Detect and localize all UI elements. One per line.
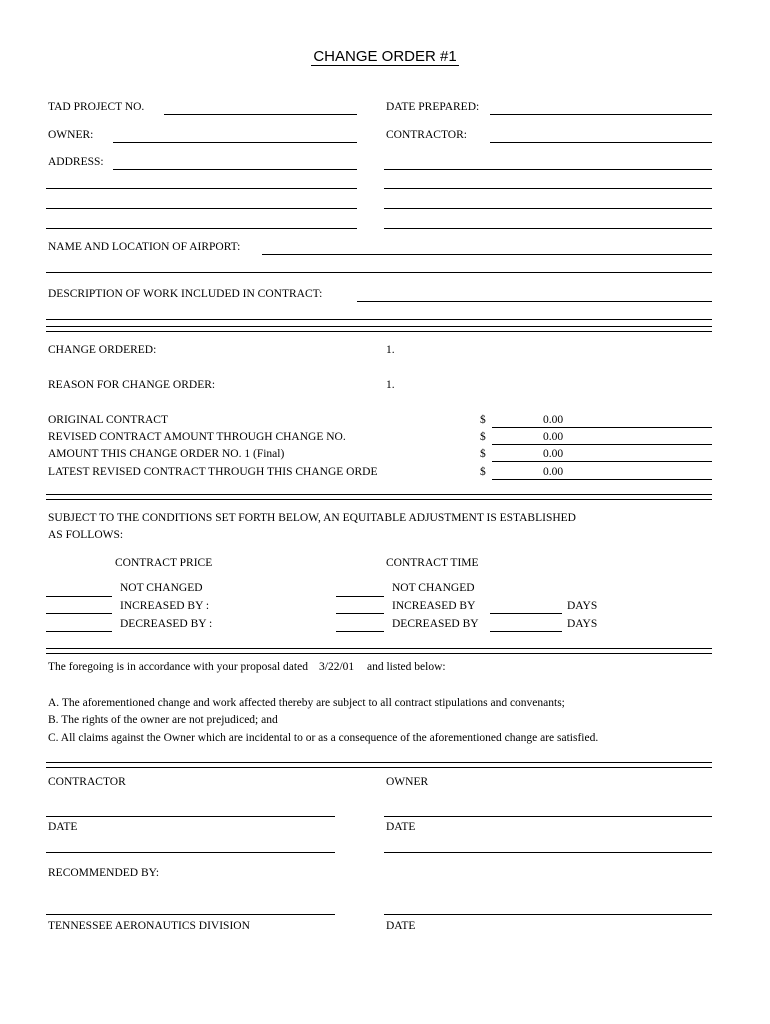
amount-row-label: REVISED CONTRACT AMOUNT THROUGH CHANGE NO.	[48, 431, 346, 443]
address-label: ADDRESS:	[48, 156, 104, 168]
change-ordered-label: CHANGE ORDERED:	[48, 344, 157, 356]
page-title: CHANGE ORDER #1	[313, 48, 457, 65]
contractor-address-line-3[interactable]	[384, 208, 712, 209]
foregoing-suffix: and listed below:	[367, 661, 446, 673]
condition-c: C. All claims against the Owner which are incidental to or as a consequence of the aforementioned change are satisfied.	[48, 732, 599, 744]
amount-row-label: LATEST REVISED CONTRACT THROUGH THIS CHANGE ORDE	[48, 466, 378, 478]
contract-time-heading: CONTRACT TIME	[386, 557, 479, 569]
airport-field[interactable]	[262, 254, 712, 255]
tad-project-no-label: TAD PROJECT NO.	[48, 101, 145, 113]
contractor-signature-line[interactable]	[46, 816, 335, 817]
price-increased-checkbox[interactable]	[46, 613, 112, 614]
division-date-line[interactable]	[384, 914, 712, 915]
time-not-changed-label: NOT CHANGED	[392, 582, 475, 594]
this-change-order-amount: 0.00	[542, 448, 564, 460]
division-signature-line[interactable]	[46, 914, 335, 915]
contractor-field[interactable]	[490, 142, 712, 143]
owner-address-line-2[interactable]	[46, 188, 357, 189]
price-not-changed-checkbox[interactable]	[46, 596, 112, 597]
contractor-address-line-1[interactable]	[384, 169, 712, 170]
owner-signature-line[interactable]	[384, 816, 712, 817]
original-contract-amount: 0.00	[542, 414, 564, 426]
days-label: DAYS	[567, 618, 598, 630]
description-field-line-2[interactable]	[46, 319, 712, 320]
time-increased-days-field[interactable]	[490, 613, 562, 614]
reason-label: REASON FOR CHANGE ORDER:	[48, 379, 216, 391]
recommended-by-label: RECOMMENDED BY:	[48, 867, 160, 879]
dollar-sign: $	[480, 466, 486, 478]
owner-address-line-4[interactable]	[46, 228, 357, 229]
contractor-date-label: DATE	[48, 821, 78, 833]
dollar-sign: $	[480, 448, 486, 460]
section-divider	[46, 648, 712, 654]
owner-field[interactable]	[113, 142, 357, 143]
price-decreased-label: DECREASED BY :	[120, 618, 213, 630]
amount-underline	[492, 479, 712, 480]
owner-date-line[interactable]	[384, 852, 712, 853]
date-prepared-label: DATE PREPARED:	[386, 101, 480, 113]
price-increased-label: INCREASED BY :	[120, 600, 210, 612]
amount-row-label: AMOUNT THIS CHANGE ORDER NO. 1 (Final)	[48, 448, 285, 460]
description-field[interactable]	[357, 301, 712, 302]
contractor-signature-label: CONTRACTOR	[48, 776, 126, 788]
time-decreased-days-field[interactable]	[490, 631, 562, 632]
owner-label: OWNER:	[48, 129, 94, 141]
airport-field-line-2[interactable]	[46, 272, 712, 273]
dollar-sign: $	[480, 414, 486, 426]
division-label: TENNESSEE AERONAUTICS DIVISION	[48, 920, 250, 932]
airport-label: NAME AND LOCATION OF AIRPORT:	[48, 241, 241, 253]
time-decreased-checkbox[interactable]	[336, 631, 384, 632]
revised-contract-amount: 0.00	[542, 431, 564, 443]
owner-date-label: DATE	[386, 821, 416, 833]
contractor-date-line[interactable]	[46, 852, 335, 853]
dollar-sign: $	[480, 431, 486, 443]
change-ordered-value: 1.	[386, 344, 395, 356]
section-divider	[46, 762, 712, 768]
contractor-address-line-4[interactable]	[384, 228, 712, 229]
latest-revised-amount: 0.00	[542, 466, 564, 478]
amount-underline	[492, 461, 712, 462]
time-not-changed-checkbox[interactable]	[336, 596, 384, 597]
foregoing-text: The foregoing is in accordance with your proposal dated	[48, 661, 308, 673]
section-divider	[46, 494, 712, 500]
amount-underline	[492, 427, 712, 428]
proposal-date: 3/22/01	[319, 661, 355, 673]
owner-signature-label: OWNER	[386, 776, 429, 788]
time-decreased-label: DECREASED BY	[392, 618, 479, 630]
price-decreased-checkbox[interactable]	[46, 631, 112, 632]
owner-address-line-3[interactable]	[46, 208, 357, 209]
description-label: DESCRIPTION OF WORK INCLUDED IN CONTRACT:	[48, 288, 323, 300]
condition-a: A. The aforementioned change and work affected thereby are subject to all contract stipulations and convenants;	[48, 697, 565, 709]
price-not-changed-label: NOT CHANGED	[120, 582, 203, 594]
days-label: DAYS	[567, 600, 598, 612]
time-increased-label: INCREASED BY	[392, 600, 476, 612]
contractor-address-line-2[interactable]	[384, 188, 712, 189]
section-divider	[46, 326, 712, 332]
subject-line-2: AS FOLLOWS:	[48, 529, 124, 541]
amount-row-label: ORIGINAL CONTRACT	[48, 414, 168, 426]
contract-price-heading: CONTRACT PRICE	[115, 557, 213, 569]
tad-project-no-field[interactable]	[164, 114, 357, 115]
division-date-label: DATE	[386, 920, 416, 932]
subject-line-1: SUBJECT TO THE CONDITIONS SET FORTH BELOW, AN EQUITABLE ADJUSTMENT IS ESTABLISHED	[48, 512, 576, 524]
condition-b: B. The rights of the owner are not prejudiced; and	[48, 714, 278, 726]
reason-value: 1.	[386, 379, 395, 391]
time-increased-checkbox[interactable]	[336, 613, 384, 614]
owner-address-line-1[interactable]	[113, 169, 357, 170]
contractor-label: CONTRACTOR:	[386, 129, 467, 141]
amount-underline	[492, 444, 712, 445]
date-prepared-field[interactable]	[490, 114, 712, 115]
